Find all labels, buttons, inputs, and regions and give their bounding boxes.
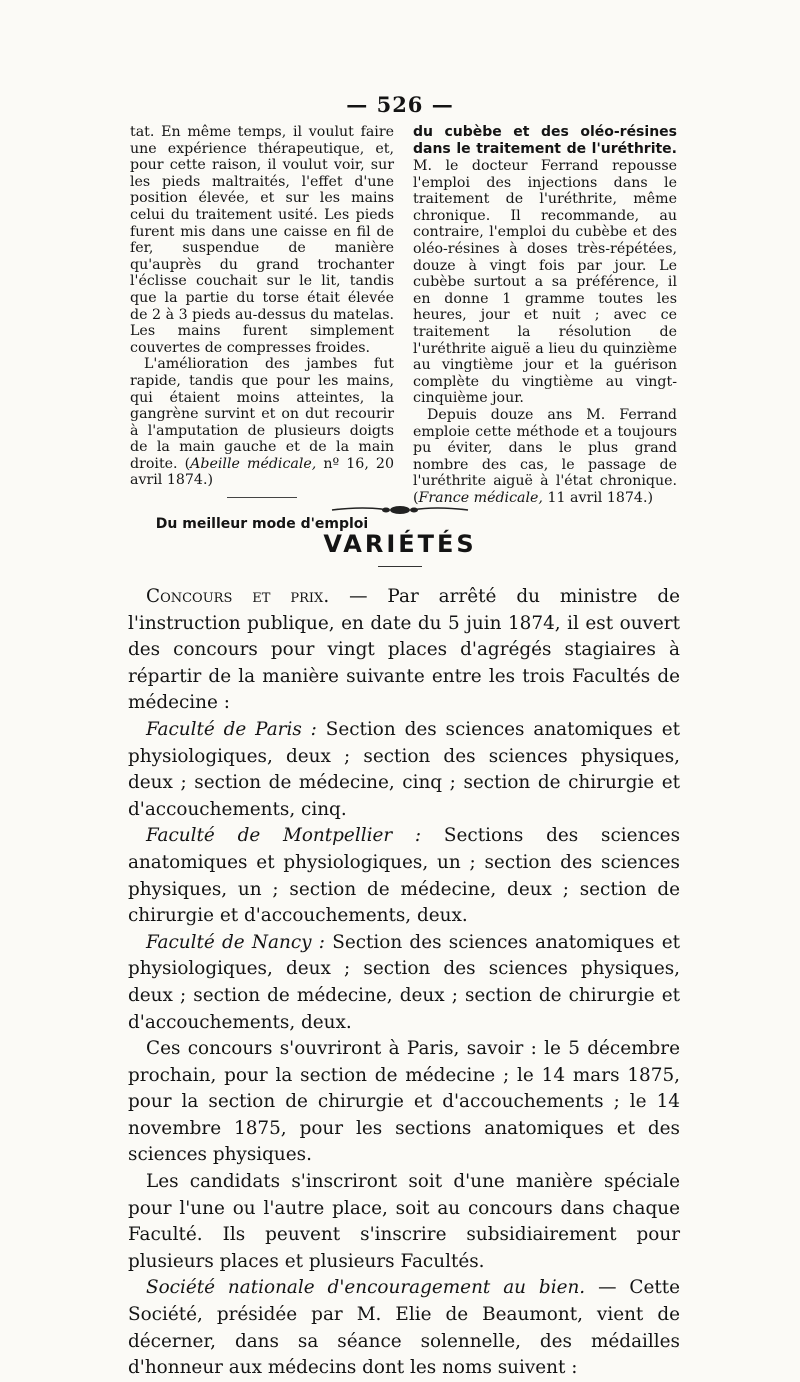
varietes-section [128,584,680,1382]
paragraph-lead: Société nationale d'encouragement au bien. [146,1277,586,1299]
left-column-paragraph [130,356,394,489]
body-paragraph [128,584,680,717]
paragraph-lead: Concours et prix. [146,586,330,607]
page-number: — 526 — [346,92,454,117]
paragraph-text: — Par arrêté du ministre de l'instruction publique, en date du 5 juin 1874, il est ouvert des concours pour vingt places d'agrégés stagiaires à répartir de la manière suivante entre les trois Facultés de médecine : [128,586,681,714]
right-column-paragraph [413,124,677,407]
section-title-rule [378,566,422,567]
right-column [413,124,677,506]
source-reference: 11 avril 1874.) [542,489,654,506]
paragraph-lead: Faculté de Paris : [146,718,317,740]
body-paragraph: Les candidats s'inscriront soit d'une manière spéciale pour l'une ou l'autre place, soit au concours dans chaque Faculté. Ils peuvent s'inscrire subsidiairement pour plusieurs places et plusieurs Facultés. [128,1171,680,1272]
paragraph-text: Section des sciences anatomiques et physiologiques, deux ; section des sciences physiques, deux ; section de médecine, cinq ; section de chirurgie et d'accouchements, cinq. [128,718,680,820]
paragraph-text: — Cette Société, présidée par M. Elie de Beaumont, vient de décerner, dans sa séance solennelle, des médailles d'honneur aux médecins dont les noms suivent : [128,1277,681,1379]
source-citation: France médicale, [418,489,543,506]
article-heading: Du meilleur mode d'emploi [155,516,369,533]
left-column-paragraph: tat. En même temps, il voulut faire une expérience thérapeutique, et, pour cette raison, il voulut voir, sur les pieds maltraités, l'effet d'une position élevée, et sur les mains celui du traitement usité. Les pieds furent mis dans une caisse en fil de fer, suspendue de manière qu'auprès du grand trochanter l'éclisse couchait sur le lit, tandis que la partie du torse était élevée de 2 à 3 pieds au-dessus du matelas. Les mains furent simplement couvertes de compresses froides. [130,124,394,356]
ornamental-divider [330,503,470,517]
right-column-paragraph [413,407,677,507]
left-column [130,124,394,533]
body-paragraph [128,717,680,823]
body-paragraph [128,930,680,1036]
paragraph-text: Sections des sciences anatomiques et physiologiques, un ; section des sciences physiques, un ; section de médecine, deux ; section de chirurgie et d'accouchements, deux. [128,825,681,927]
source-reference: nº 16, 20 avril 1874.) [130,455,394,489]
body-paragraph: Ces concours s'ouvriront à Paris, savoir : le 5 décembre prochain, pour la section de médecine ; le 14 mars 1875, pour la section de chirurgie et d'accouchements ; le 14 novembre 1875, pour les sections anatomiques et des sciences physiques. [128,1038,680,1166]
source-citation: Abeille médicale, [190,455,317,472]
paragraph-lead: Faculté de Montpellier : [146,825,422,847]
body-paragraph [128,1275,680,1381]
paragraph-lead: Faculté de Nancy : [146,931,325,953]
paragraph-text: Depuis douze ans M. Ferrand emploie cette méthode et a toujours pu éviter, dans le plus grand nombre des cas, le passage de l'uréthrite aiguë à l'état chronique. ( [413,406,677,506]
paragraph-text: L'amélioration des jambes fut rapide, tandis que pour les mains, qui étaient moins atteintes, la gangrène survint et on dut recourir à l'amputation de plusieurs doigts de la main gauche et de la main droite. ( [130,356,394,472]
paragraph-text: Section des sciences anatomiques et physiologiques, deux ; section des sciences physiques, deux ; section de médecine, deux ; section de chirurgie et d'accouchements, deux. [128,931,681,1033]
paragraph-text: M. le docteur Ferrand repousse l'emploi des injections dans le traitement de l'uréthrite, même chronique. Il recommande, au contraire, l'emploi du cubèbe et des oléo-résines à doses très-répétées, douze à vingt fois par jour. Le cubèbe surtout a sa préférence, il en donne 1 gramme toutes les heures, jour et nuit ; avec ce traitement la résolution de l'uréthrite aiguë a lieu du quinzième au vingtième jour et la guérison complète du vingtième au vingt-cinquième jour. [413,158,677,407]
section-title: VARIÉTÉS [323,530,477,558]
article-heading-continued: du cubèbe et des oléo-résines dans le traitement de l'uréthrite. [413,124,677,157]
body-paragraph [128,823,680,929]
article-divider [227,497,297,498]
